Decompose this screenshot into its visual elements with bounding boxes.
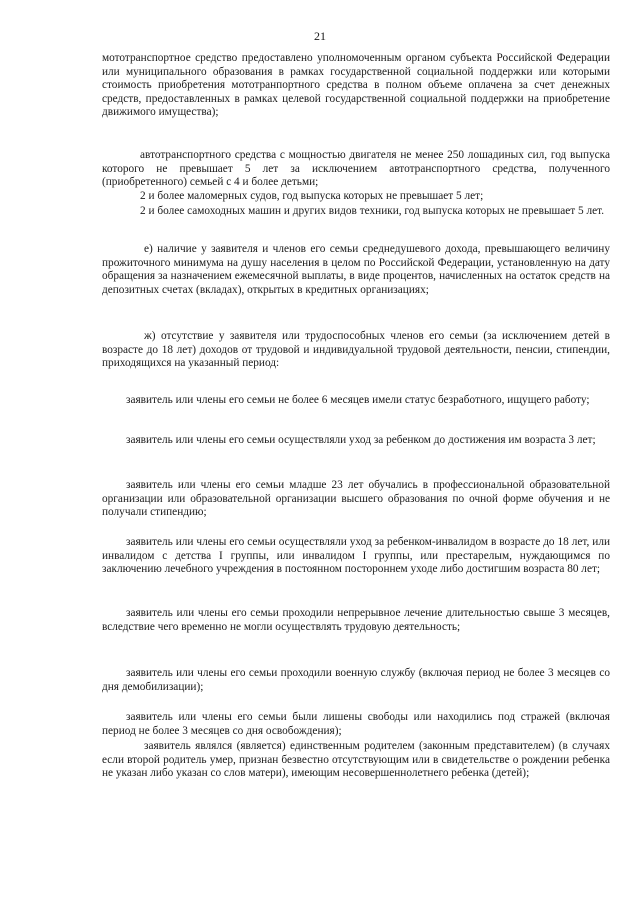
paragraph: заявитель или члены его семьи осуществляли уход за ребенком-инвалидом в возрасте до 18 лет, или инвалидом с детства I группы, или инвалидом I группы, или престарелым, нуждающимся по заключению лечебного учреждения в постоянном постороннем уходе либо достигшим возраста 80 лет;: [102, 536, 610, 575]
paragraph: 2 и более самоходных машин и других видов техники, год выпуска которых не превышает 5 лет.: [140, 205, 605, 217]
paragraph: е) наличие у заявителя и членов его семьи среднедушевого дохода, превышающего величину прожиточного минимума на душу населения в целом по Российской Федерации, установленную на дату обращения за назначением ежемесячной выплаты, в виде процентов, начисленных на остаток средств на депозитных счетах (вкладах), открытых в кредитных организациях;: [102, 243, 610, 296]
paragraph: заявитель или члены его семьи не более 6 месяцев имели статус безработного, ищущего работу;: [126, 394, 590, 406]
paragraph: 2 и более маломерных судов, год выпуска которых не превышает 5 лет;: [140, 190, 484, 202]
paragraph: автотранспортного средства с мощностью двигателя не менее 250 лошадиных сил, год выпуска которого не превышает 5 лет за исключением автотранспортного средства, полученного (приобретенного) семьей с 4 и более детьми;: [102, 149, 610, 188]
paragraph: мототранспортное средство предоставлено уполномоченным органом субъекта Российской Федерации или муниципального образования в рамках государственной социальной поддержки или которыми стоимость приобретения мототранпортного средства в полном объеме оплачена за счет денежных средств, предоставленных в рамках целевой государственной социальной поддержки на приобретение движимого имущества);: [102, 52, 610, 118]
paragraph: заявитель или члены его семьи осуществляли уход за ребенком до достижения им возраста 3 лет;: [126, 434, 596, 446]
paragraph: заявитель являлся (является) единственным родителем (законным представителем) (в случаях если второй родитель умер, признан безвестно отсутствующим или в свидетельстве о рождении ребенка не указан либо указан со слов матери), имеющим несовершеннолетнего ребенка (детей);: [102, 740, 610, 779]
paragraph: заявитель или члены его семьи были лишены свободы или находились под стражей (включая период не более 3 месяцев со дня освобождения);: [102, 711, 610, 737]
paragraph: ж) отсутствие у заявителя или трудоспособных членов его семьи (за исключением детей в возрасте до 18 лет) доходов от трудовой и индивидуальной трудовой деятельности, пенсии, стипендии, приходящихся на указанный период:: [102, 330, 610, 369]
paragraph: заявитель или члены его семьи проходили военную службу (включая период не более 3 месяцев со дня демобилизации);: [102, 667, 610, 693]
page-number: 21: [314, 29, 326, 43]
paragraph: заявитель или члены его семьи проходили непрерывное лечение длительностью свыше 3 месяцев, вследствие чего временно не могли осуществлять трудовую деятельность;: [102, 607, 610, 633]
paragraph: заявитель или члены его семьи младше 23 лет обучались в профессиональной образовательной организации или образовательной организации высшего образования по очной форме обучения и не получали стипендию;: [102, 479, 610, 518]
